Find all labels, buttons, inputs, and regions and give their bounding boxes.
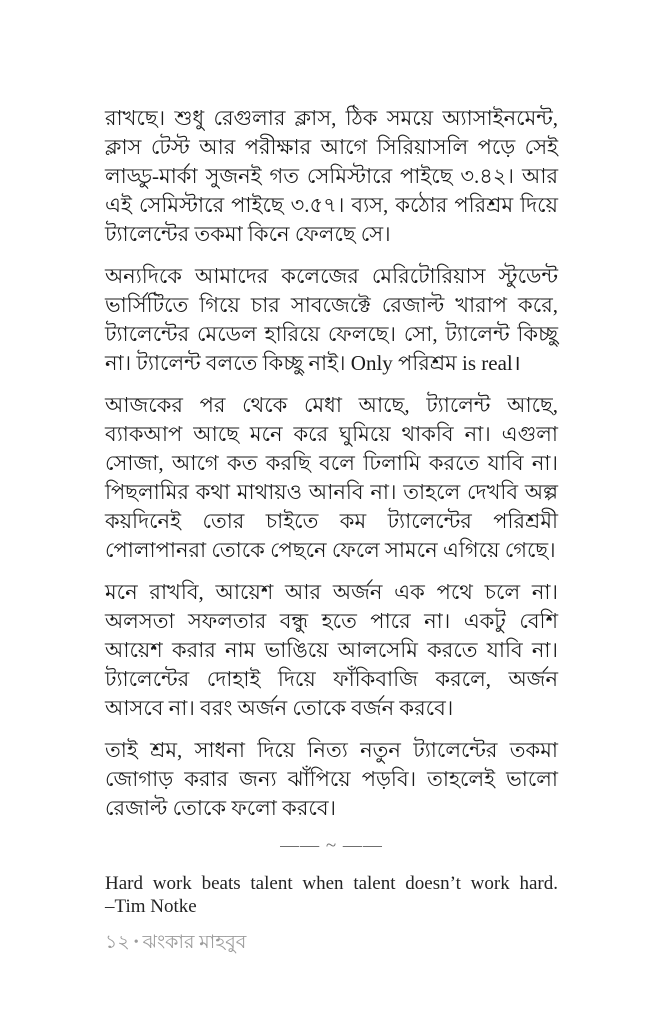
body-paragraph-4: মনে রাখবি, আয়েশ আর অর্জন এক পথে চলে না। অলসতা সফলতার বন্ধু হতে পারে না। একটু বেশি আয়েশ করার নাম ভাঙিয়ে আলসেমি করতে যাবি না। ট্যালেন্টের দোহাই দিয়ে ফাঁকিবাজি করলে, অর্জন আসবে না। বরং অর্জন তোকে বর্জন করবে।	[105, 580, 558, 720]
page-body	[105, 104, 558, 856]
body-paragraph-5: তাই শ্রম, সাধনা দিয়ে নিত্য নতুন ট্যালেন্টের তকমা জোগাড় করার জন্য ঝাঁপিয়ে পড়বি। তাহলেই ভালো রেজাল্ট তোকে ফলো করবে।	[105, 738, 558, 820]
page-number: ১২	[105, 932, 130, 953]
book-author: ঝংকার মাহবুব	[142, 932, 247, 953]
chapter-end-quote	[105, 872, 558, 918]
quote-text: Hard work beats talent when talent doesn’t work hard.	[105, 873, 558, 894]
body-paragraph-2: অন্যদিকে আমাদের কলেজের মেরিটোরিয়াস স্টুডেন্ট ভার্সিটিতে গিয়ে চার সাবজেক্টে রেজাল্ট খারাপ করে, ট্যালেন্টের মেডেল হারিয়ে ফেলছে। সো, ট্যালেন্ট কিচ্ছু না। ট্যালেন্ট বলতে কিচ্ছু নাই। Only পরিশ্রম is real।	[105, 264, 558, 375]
section-divider: —— ~ ——	[280, 835, 383, 856]
quote-attribution: –Tim Notke	[105, 896, 197, 917]
body-paragraph-3: আজকের পর থেকে মেধা আছে, ট্যালেন্ট আছে, ব্যাকআপ আছে মনে করে ঘুমিয়ে থাকবি না। এগুলা সোজা, আগে কত করছি বলে ঢিলামি করতে যাবি না। পিছলামির কথা মাথায়ও আনবি না। তাহলে দেখবি অল্প কয়দিনেই তোর চাইতে কম ট্যালেন্টের পরিশ্রমী পোলাপানরা তোকে পেছনে ফেলে সামনে এগিয়ে গেছে।	[105, 393, 558, 562]
page-footer	[105, 931, 558, 955]
footer-bullet-icon: •	[133, 935, 139, 950]
body-paragraph-1: রাখছে। শুধু রেগুলার ক্লাস, ঠিক সময়ে অ্যাসাইনমেন্ট, ক্লাস টেস্ট আর পরীক্ষার আগে সিরিয়াসলি পড়ে সেই লাড্ডু-মার্কা সুজনই গত সেমিস্টারে পাইছে ৩.৪২। আর এই সেমিস্টারে পাইছে ৩.৫৭। ব্যস, কঠোর পরিশ্রম দিয়ে ট্যালেন্টের তকমা কিনে ফেলছে সে।	[105, 106, 558, 246]
